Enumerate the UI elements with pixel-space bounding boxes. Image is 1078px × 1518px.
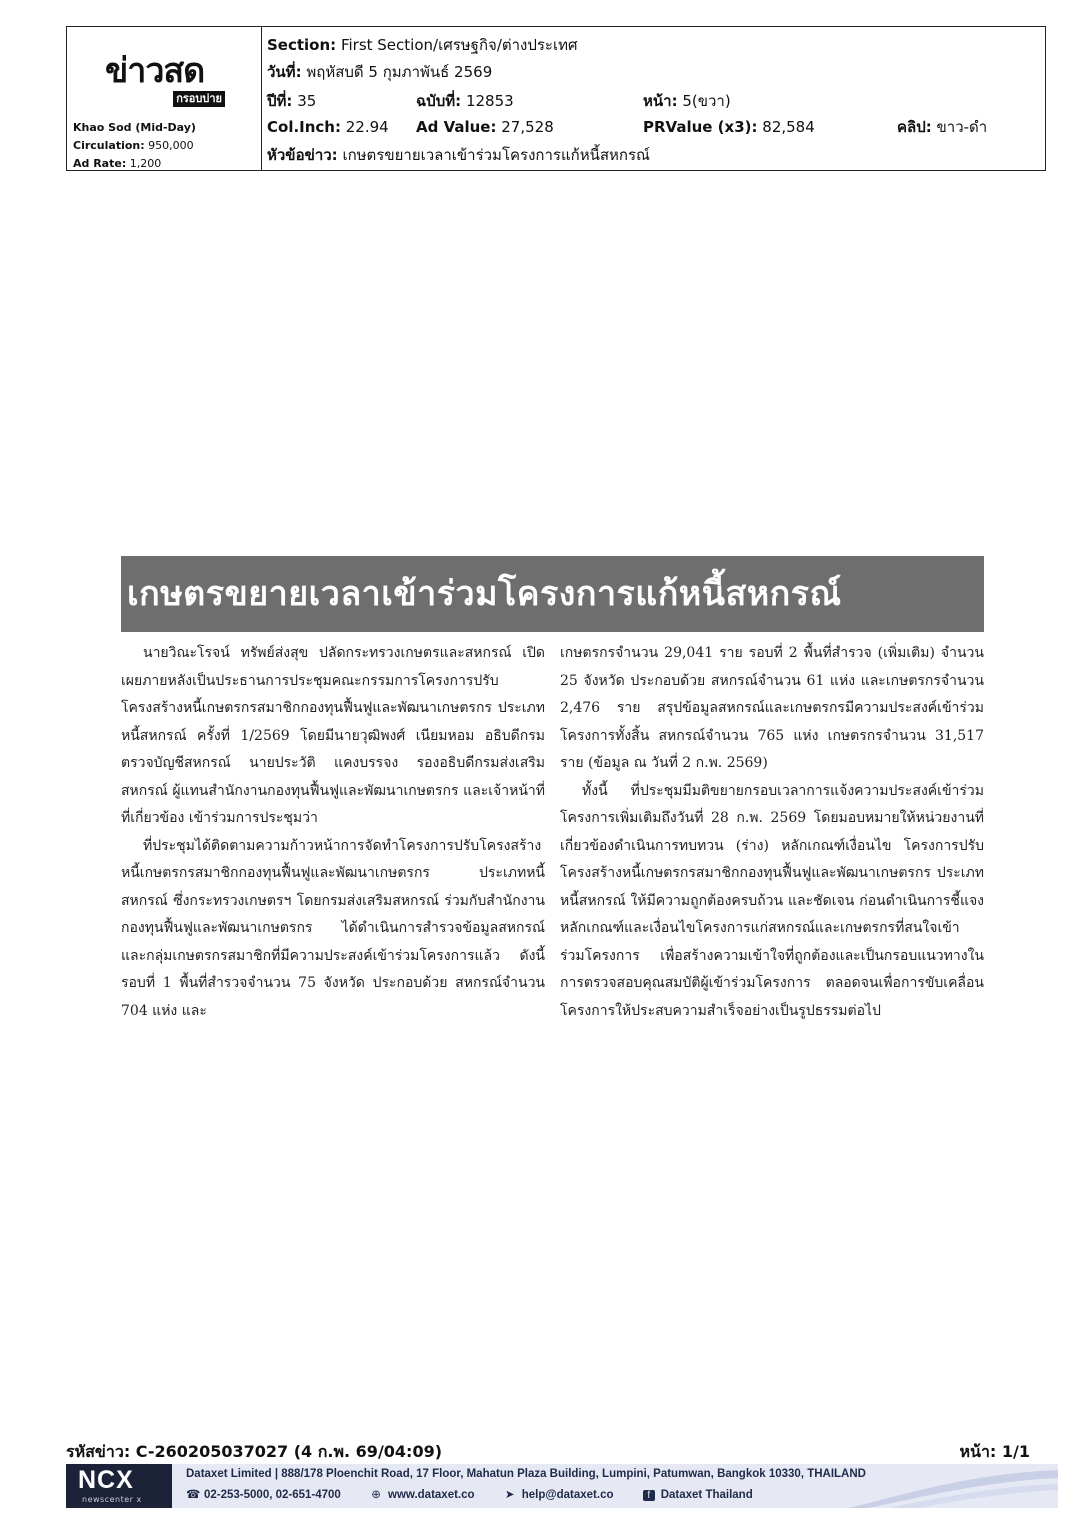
article-paragraph: เกษตรกรจำนวน 29,041 ราย รอบที่ 2 พื้นที่สำรวจ (เพิ่มเติม) จำนวน 25 จังหวัด ประกอบด้วย สหกรณ์จำนวน 61 แห่ง และเกษตรกรจำนวน 2,476 ราย สรุปข้อมูลสหกรณ์และเกษตรกรมีความประสงค์เข้าร่วมโครงการทั้งสิ้น สหกรณ์จำนวน 765 แห่ง เกษตรกรจำนวน 31,517 ราย (ข้อมูล ณ วันที่ 2 ก.พ. 2569) bbox=[560, 645, 984, 771]
advalue-value: 27,528 bbox=[501, 118, 554, 136]
issue-value: 12853 bbox=[465, 92, 514, 110]
section-row bbox=[267, 33, 578, 57]
website-link[interactable]: www.dataxet.co bbox=[388, 1489, 475, 1501]
colinch bbox=[267, 115, 389, 139]
circulation-value: 950,000 bbox=[148, 139, 194, 152]
phone-text: 02-253-5000, 02-651-4700 bbox=[204, 1489, 341, 1501]
contact-email[interactable] bbox=[504, 1489, 614, 1501]
khaosod-logo bbox=[105, 49, 225, 109]
clipping-details bbox=[267, 33, 1042, 168]
ncx-logo bbox=[66, 1464, 172, 1508]
article-column-right bbox=[560, 640, 984, 1025]
ncx-logo-text: NCX bbox=[78, 1466, 134, 1494]
colinch-label: Col.Inch: bbox=[267, 118, 341, 136]
page-label: หน้า: bbox=[643, 92, 678, 110]
headline-label: หัวข้อข่าว: bbox=[267, 146, 338, 164]
circulation-label: Circulation: bbox=[73, 139, 145, 152]
company-line bbox=[186, 1468, 866, 1480]
clip-value: ขาว-ดำ bbox=[936, 118, 988, 136]
year bbox=[267, 89, 316, 113]
article-paragraph: ที่ประชุมได้ติดตามความก้าวหน้าการจัดทำโครงการปรับโครงสร้างหนี้เกษตรกรสมาชิกกองทุนฟื้นฟูและพัฒนาเกษตรกร ประเภทหนี้สหกรณ์ ซึ่งกระทรวงเกษตรฯ โดยกรมส่งเสริมสหกรณ์ ร่วมกับสำนักงานกองทุนฟื้นฟูและพัฒนาเกษตรกร ได้ดำเนินการสำรวจข้อมูลสหกรณ์และกลุ่มเกษตรกรสมาชิกที่มีความประสงค์เข้าร่วมโครงการแล้ว ดังนี้ รอบที่ 1 พื้นที่สำรวจจำนวน 75 จังหวัด ประกอบด้วย สหกรณ์จำนวน 704 แห่ง และ bbox=[121, 837, 545, 1019]
page bbox=[643, 89, 731, 113]
company-name: Dataxet Limited bbox=[186, 1468, 272, 1480]
date-row bbox=[267, 60, 492, 84]
contact-web[interactable] bbox=[370, 1489, 475, 1501]
logo-sub-text: กรอบบ่าย bbox=[173, 91, 225, 107]
issue bbox=[416, 89, 514, 113]
email-link[interactable]: help@dataxet.co bbox=[521, 1489, 614, 1501]
prvalue-value: 82,584 bbox=[762, 118, 815, 136]
headline-row bbox=[267, 143, 650, 167]
article-headline: เกษตรขยายเวลาเข้าร่วมโครงการแก้หนี้สหกรณ์ bbox=[127, 574, 842, 614]
ncx-logo-subtext: newscenter x bbox=[82, 1495, 142, 1504]
issue-row bbox=[267, 89, 1042, 113]
ad-rate-value: 1,200 bbox=[129, 157, 162, 170]
page-number: หน้า: 1/1 bbox=[959, 1442, 1030, 1461]
prvalue-label: PRValue (x3): bbox=[643, 118, 758, 136]
ad-rate-label: Ad Rate: bbox=[73, 157, 127, 170]
publication-panel bbox=[67, 27, 262, 170]
ad-value bbox=[416, 115, 554, 139]
facebook-icon: f bbox=[643, 1490, 655, 1501]
clip-label: คลิป: bbox=[897, 118, 932, 136]
circulation bbox=[73, 137, 196, 155]
article-paragraph: นายวิณะโรจน์ ทรัพย์ส่งสุข ปลัดกระทรวงเกษตรและสหกรณ์ เปิดเผยภายหลังเป็นประธานการประชุมคณะกรรมการโครงการปรับโครงสร้างหนี้เกษตรกรสมาชิกกองทุนฟื้นฟูและพัฒนาเกษตรกร ประเภทหนี้สหกรณ์ ครั้งที่ 1/2569 โดยมีนายวุฒิพงศ์ เนียมหอม อธิบดีกรมตรวจบัญชีสหกรณ์ นายประวัติ แคงบรรจง รองอธิบดีกรมส่งเสริมสหกรณ์ ผู้แทนสำนักงานกองทุนฟื้นฟูและพัฒนาเกษตรกร และเจ้าหน้าที่ที่เกี่ยวข้อง เข้าร่วมการประชุมว่า bbox=[121, 645, 545, 826]
colinch-value: 22.94 bbox=[345, 118, 389, 136]
article-paragraph: ทั้งนี้ ที่ประชุมมีมติขยายกรอบเวลาการแจ้งความประสงค์เข้าร่วมโครงการเพิ่มเติมถึงวันที่ 28 ก.พ. 2569 โดยมอบหมายให้หน่วยงานที่เกี่ยวข้องดำเนินการทบทวน (ร่าง) หลักเกณฑ์เงื่อนไข โครงการปรับโครงสร้างหนี้เกษตรกรสมาชิกกองทุนฟื้นฟูและพัฒนาเกษตรกร ประเภทหนี้สหกรณ์ ให้มีความถูกต้องครบถ้วน และชัดเจน ก่อนดำเนินการชี้แจงหลักเกณฑ์และเงื่อนไขโครงการแก่สหกรณ์และเกษตรกรที่สนใจเข้าร่วมโครงการ เพื่อสร้างความเข้าใจที่ถูกต้องและเป็นกรอบแนวทางในการตรวจสอบคุณสมบัติผู้เข้าร่วมโครงการ ตลอดจนเพื่อการขับเคลื่อนโครงการให้ประสบความสำเร็จอย่างเป็นรูปธรรมต่อไป bbox=[560, 782, 984, 1019]
year-value: 35 bbox=[297, 92, 317, 110]
facebook-link[interactable]: Dataxet Thailand bbox=[660, 1489, 753, 1501]
footer-bar bbox=[66, 1464, 1058, 1508]
date-label: วันที่: bbox=[267, 63, 302, 81]
page-value: 5(ขวา) bbox=[682, 92, 731, 110]
pr-value bbox=[643, 115, 815, 139]
section-value: First Section/เศรษฐกิจ/ต่างประเทศ bbox=[340, 36, 578, 54]
headline-value: เกษตรขยายเวลาเข้าร่วมโครงการแก้หนี้สหกรณ์ bbox=[342, 146, 650, 164]
contact-line bbox=[186, 1487, 779, 1501]
phone-icon: ☎ bbox=[186, 1489, 201, 1501]
article-column-left bbox=[121, 640, 545, 1025]
contact-facebook[interactable] bbox=[643, 1489, 753, 1501]
date-value: พฤหัสบดี 5 กุมภาพันธ์ 2569 bbox=[306, 63, 493, 81]
globe-icon: ⊕ bbox=[371, 1489, 381, 1501]
news-code: รหัสข่าว: C-260205037027 (4 ก.พ. 69/04:09) bbox=[66, 1442, 443, 1461]
advalue-label: Ad Value: bbox=[416, 118, 497, 136]
company-address: 888/178 Ploenchit Road, 17 Floor, Mahatun Plaza Building, Lumpini, Patumwan, Bangkok 10330, THAILAND bbox=[281, 1468, 866, 1480]
clip-type bbox=[897, 115, 987, 139]
clipping-header bbox=[66, 26, 1046, 171]
separator: | bbox=[274, 1468, 282, 1480]
value-row bbox=[267, 115, 1042, 139]
decorative-swoosh bbox=[848, 1464, 1058, 1508]
publication-name: Khao Sod (Mid-Day) bbox=[73, 121, 196, 134]
section-label: Section: bbox=[267, 36, 337, 54]
article-headline-banner bbox=[121, 556, 984, 632]
ad-rate bbox=[73, 155, 196, 173]
year-label: ปีที่: bbox=[267, 92, 293, 110]
publication-info bbox=[73, 119, 196, 173]
issue-label: ฉบับที่: bbox=[416, 92, 462, 110]
logo-main-text: ข่าวสด bbox=[105, 51, 205, 91]
contact-phone bbox=[186, 1489, 341, 1501]
send-icon: ➤ bbox=[504, 1489, 515, 1501]
